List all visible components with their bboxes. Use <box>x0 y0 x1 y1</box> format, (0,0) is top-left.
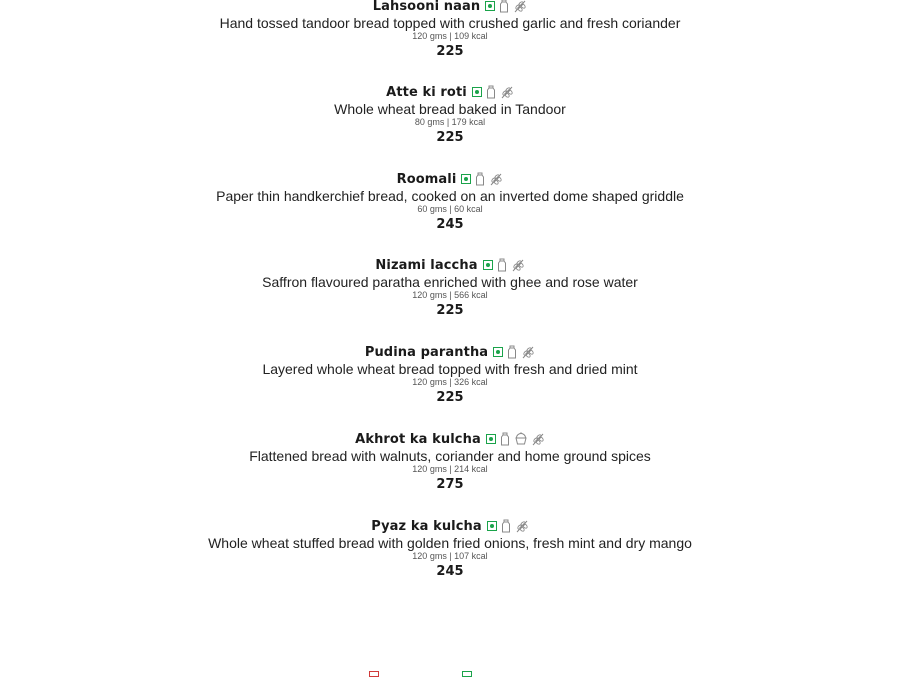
wheat-icon <box>489 172 503 186</box>
veg-mark-icon <box>493 347 503 357</box>
dietary-legend <box>0 671 900 675</box>
item-description: Whole wheat stuffed bread with golden fried onions, fresh mint and dry mango <box>208 535 692 551</box>
item-description: Layered whole wheat bread topped with fresh and dried mint <box>262 361 638 377</box>
item-weight-calories: 80 gms | 179 kcal <box>414 117 486 127</box>
item-name: Pyaz ka kulcha <box>371 518 482 534</box>
item-name: Akhrot ka kulcha <box>355 431 481 447</box>
item-name: Roomali <box>396 171 457 187</box>
non-veg-mark-icon <box>369 671 379 677</box>
veg-mark-icon <box>486 434 496 444</box>
milk-bottle-icon <box>496 258 508 272</box>
menu-item <box>0 517 900 580</box>
item-weight-calories: 120 gms | 326 kcal <box>412 377 488 387</box>
veg-mark-icon <box>483 260 493 270</box>
veg-mark-icon <box>472 87 482 97</box>
milk-bottle-icon <box>498 0 510 13</box>
item-weight-calories: 120 gms | 107 kcal <box>412 551 488 561</box>
wheat-icon <box>515 519 529 533</box>
item-name: Lahsooni naan <box>372 0 481 14</box>
wheat-icon <box>521 345 535 359</box>
item-name: Pudina parantha <box>364 344 489 360</box>
item-price: 225 <box>436 390 464 405</box>
nut-icon <box>514 432 528 446</box>
milk-bottle-icon <box>500 519 512 533</box>
menu-item <box>0 343 900 406</box>
item-description: Flattened bread with walnuts, coriander and home ground spices <box>249 448 651 464</box>
item-name: Atte ki roti <box>386 84 467 100</box>
menu-item <box>0 170 900 233</box>
milk-bottle-icon <box>506 345 518 359</box>
item-weight-calories: 120 gms | 109 kcal <box>412 31 488 41</box>
item-description: Paper thin handkerchief bread, cooked on an inverted dome shaped griddle <box>216 188 684 204</box>
veg-mark-icon <box>462 671 472 677</box>
item-weight-calories: 120 gms | 566 kcal <box>412 290 488 300</box>
veg-mark-icon <box>487 521 497 531</box>
item-price: 245 <box>436 564 464 579</box>
menu-item <box>0 430 900 493</box>
item-price: 275 <box>436 477 464 492</box>
item-price: 225 <box>436 44 464 59</box>
item-weight-calories: 60 gms | 60 kcal <box>417 204 483 214</box>
wheat-icon <box>531 432 545 446</box>
item-weight-calories: 120 gms | 214 kcal <box>412 464 488 474</box>
item-price: 245 <box>436 217 464 232</box>
item-description: Hand tossed tandoor bread topped with crushed garlic and fresh coriander <box>219 15 681 31</box>
menu-item <box>0 0 900 60</box>
item-price: 225 <box>436 303 464 318</box>
milk-bottle-icon <box>474 172 486 186</box>
wheat-icon <box>511 258 525 272</box>
milk-bottle-icon <box>499 432 511 446</box>
veg-mark-icon <box>485 1 495 11</box>
wheat-icon <box>500 85 514 99</box>
menu-item <box>0 83 900 146</box>
item-name: Nizami laccha <box>375 257 478 273</box>
item-description: Saffron flavoured paratha enriched with ghee and rose water <box>262 274 638 290</box>
wheat-icon <box>513 0 527 13</box>
item-price: 225 <box>436 130 464 145</box>
menu-item <box>0 256 900 319</box>
item-description: Whole wheat bread baked in Tandoor <box>334 101 566 117</box>
veg-mark-icon <box>461 174 471 184</box>
milk-bottle-icon <box>485 85 497 99</box>
